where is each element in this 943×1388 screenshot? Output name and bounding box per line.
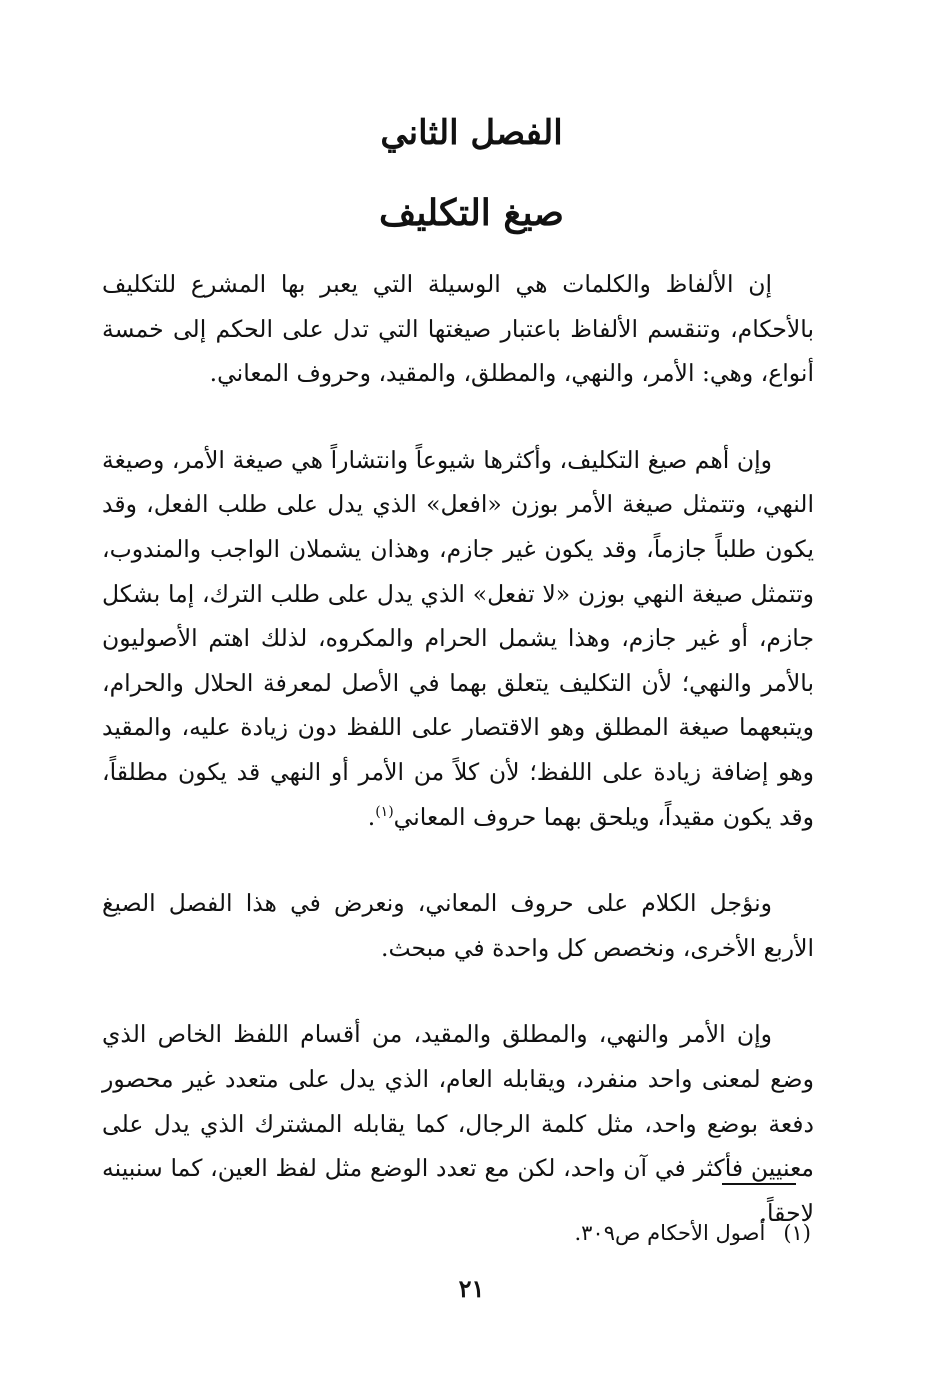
paragraph-2-end: . — [367, 802, 376, 831]
page-number: ٢١ — [458, 1274, 485, 1303]
chapter-title: صيغ التكليف — [379, 192, 564, 234]
paragraph-2-text: وإن أهم صيغ التكليف، وأكثرها شيوعاً وانتشاراً هي صيغة الأمر، وصيغة النهي، وتتمثل صيغة الأمر بوزن «افعل» الذي يدل على طلب الفعل، وقد يكون طلباً جازماً، وقد يكون غير جازم، وهذان يشملان الواجب والمندوب، وتتمثل صيغة النهي بوزن «لا تفعل» الذي يدل على طلب الترك، إما بشكل جازم، أو غير جازم، وهذا يشمل الحرام والمكروه، لذلك اهتم الأصوليون بالأمر والنهي؛ لأن التكليف يتعلق بهما في الأصل لمعرفة الحلال والحرام، ويتبعهما صيغة المطلق وهو الاقتصار على اللفظ دون زيادة عليه، والمقيد وهو إضافة زيادة على اللفظ؛ لأن كلاً من الأمر أو النهي قد يكون مطلقاً، وقد يكون مقيداً، ويلحق بهما حروف المعاني — [102, 445, 814, 831]
paragraph-3: ونؤجل الكلام على حروف المعاني، ونعرض في هذا الفصل الصيغ الأربع الأخرى، ونخصص كل واحدة في مبحث. — [102, 889, 814, 962]
paragraph-2 — [102, 438, 814, 839]
footnote-text: أصول الأحكام ص٣٠٩. — [574, 1221, 766, 1245]
body-text — [102, 262, 814, 1235]
footnote-reference: (١) — [375, 803, 394, 820]
paragraph-1: إن الألفاظ والكلمات هي الوسيلة التي يعبر بها المشرع للتكليف بالأحكام، وتنقسم الألفاظ باعتبار صيغتها التي تدل على الحكم إلى خمسة أنواع، وهي: الأمر، والنهي، والمطلق، والمقيد، وحروف المعاني. — [102, 270, 814, 388]
footnote-number: (١) — [783, 1221, 811, 1245]
footnote-divider — [722, 1183, 796, 1185]
footnote — [574, 1216, 811, 1250]
paragraph-4: وإن الأمر والنهي، والمطلق والمقيد، من أقسام اللفظ الخاص الذي وضع لمعنى واحد منفرد، ويقابله العام، الذي يدل على متعدد غير محصور دفعة بوضع واحد، مثل كلمة الرجال، كما يقابله المشترك الذي يدل على معنيين فأكثر في آن واحد، لكن مع تعدد الوضع مثل لفظ العين، كما سنبينه لاحقاً. — [102, 1020, 814, 1227]
chapter-label: الفصل الثاني — [380, 113, 563, 153]
